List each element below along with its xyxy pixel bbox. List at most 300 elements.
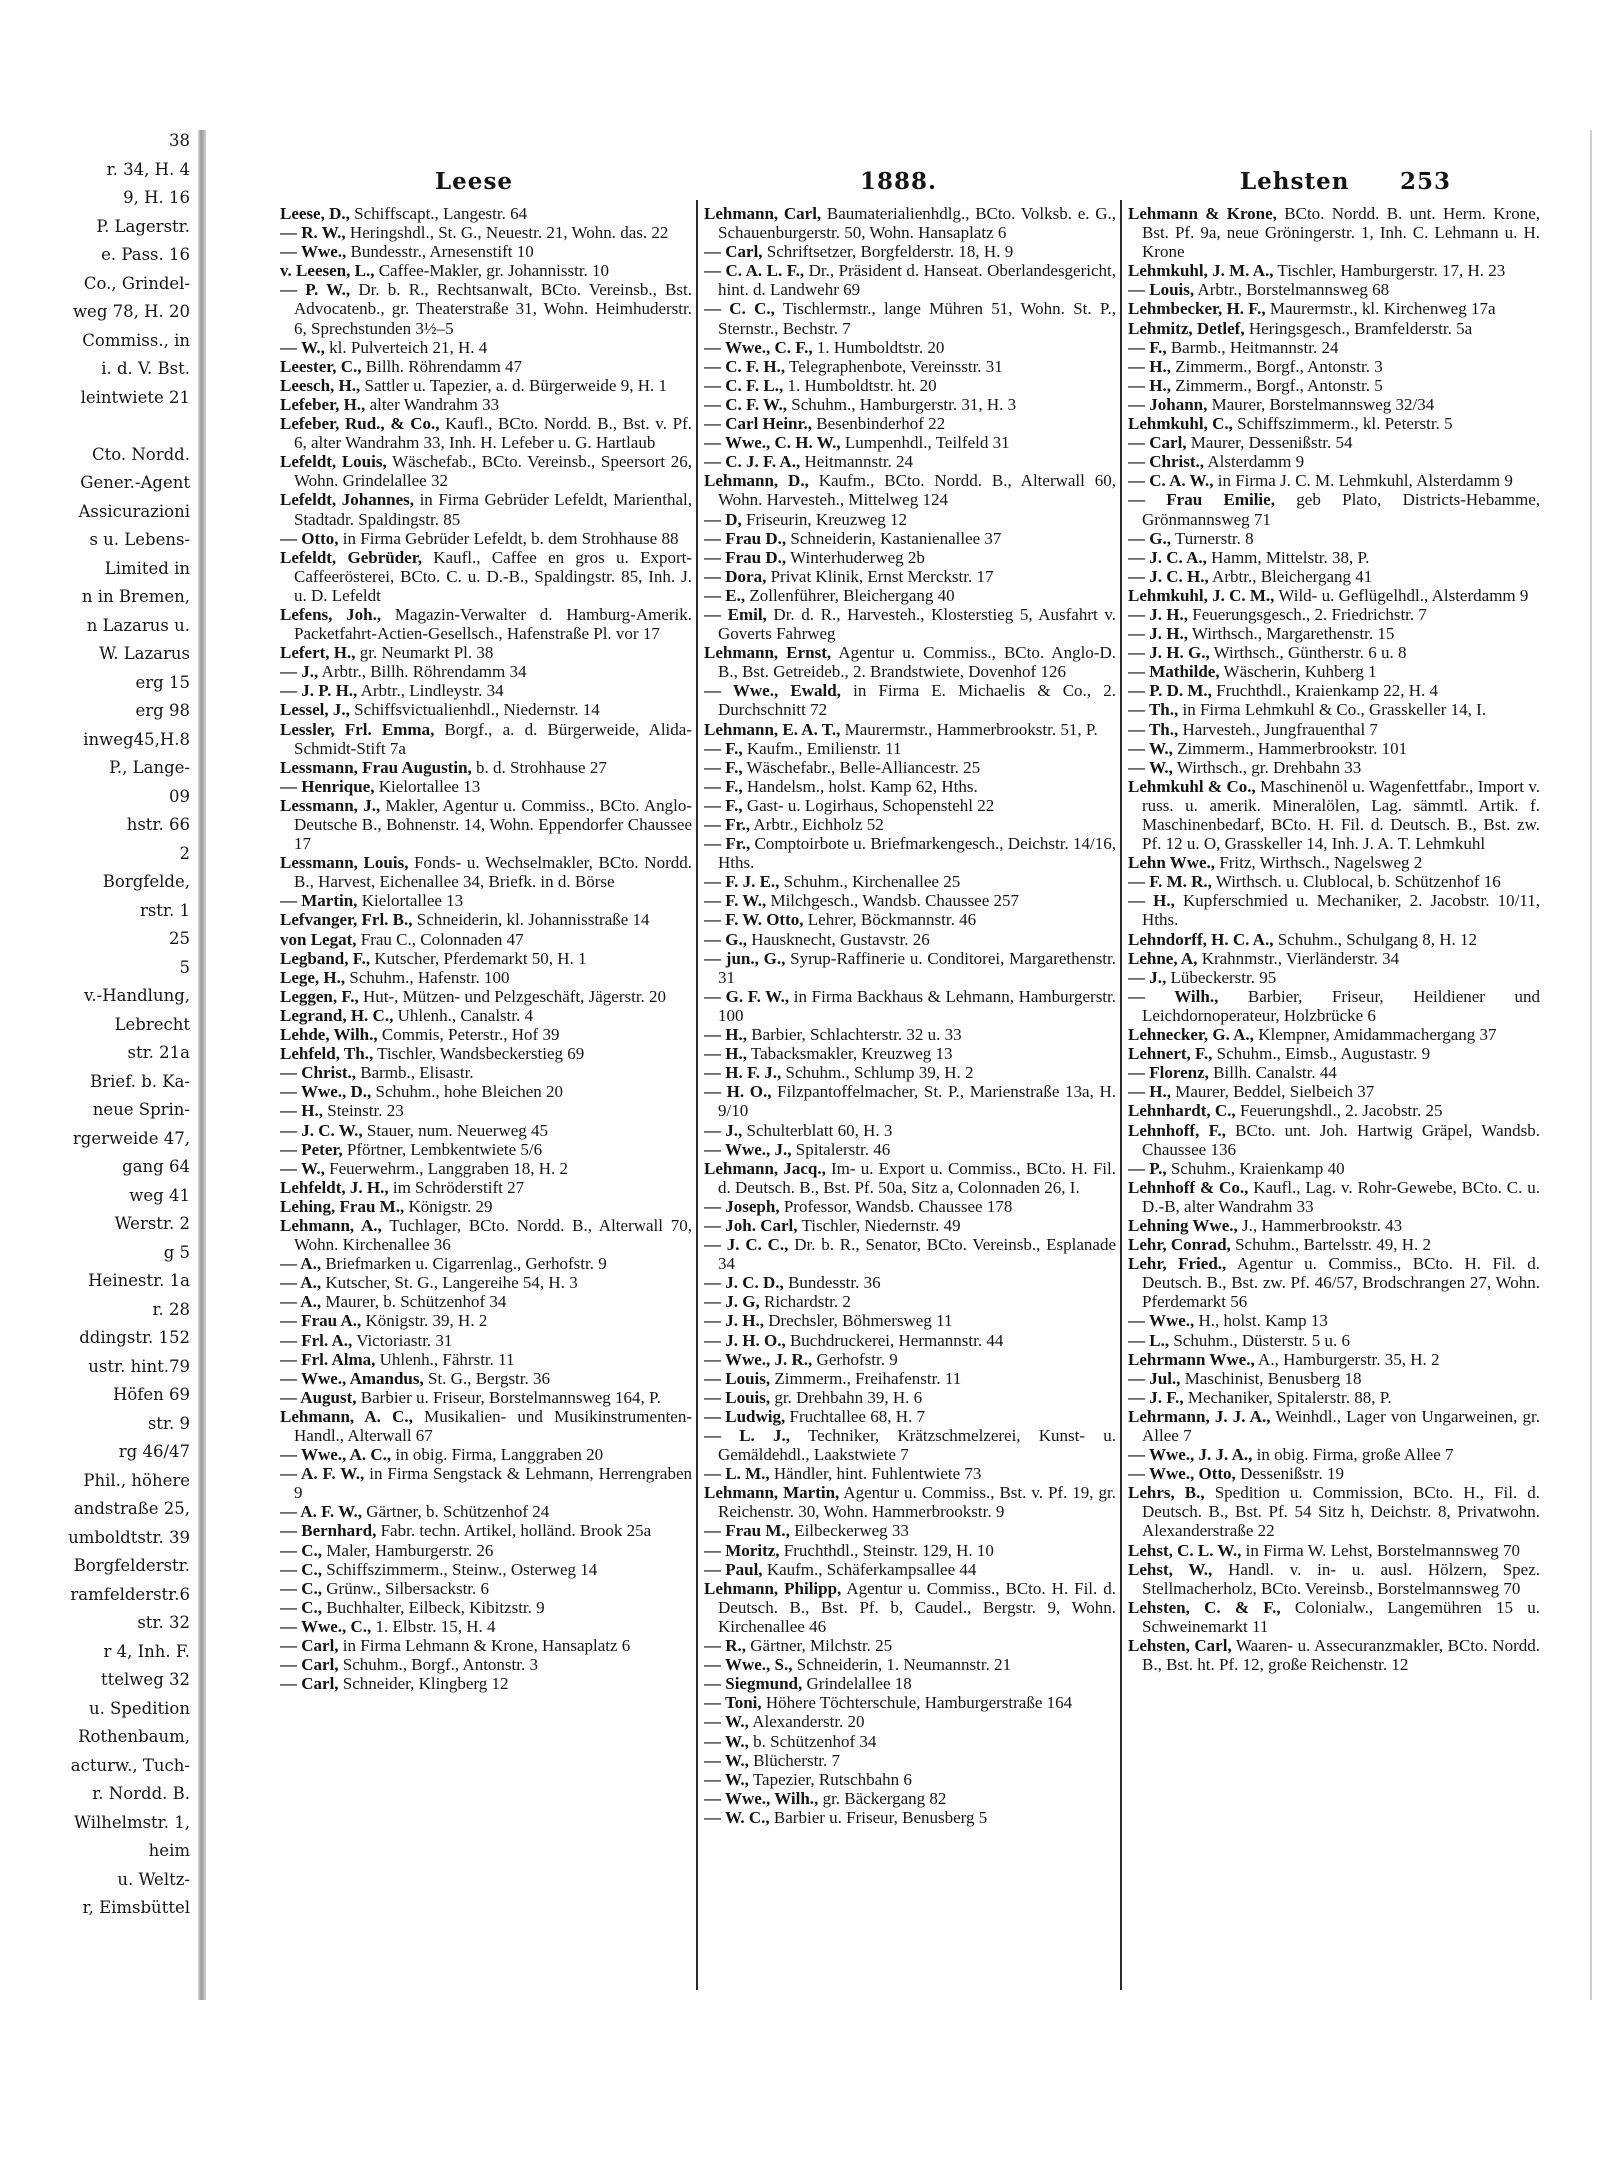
directory-entry [280,529,692,548]
entry-name: — L., [1128,1330,1170,1350]
entry-name: — Ludwig, [704,1406,786,1426]
entry-name: — C. F. W., [704,394,787,414]
directory-entry [1128,930,1540,949]
entry-name: — F. M. R., [1128,872,1212,892]
directory-entry [280,605,692,643]
directory-entry [1128,1636,1540,1674]
entry-name: — Wwe., C. H. W., [704,433,841,453]
entry-name: Leggen, F., [280,986,359,1006]
directory-entry [280,949,692,968]
directory-entry [280,1579,692,1598]
entry-name: Lehmann, Carl, [704,204,822,223]
entry-name: — H., [704,1025,747,1045]
entry-name: Lehnhoff & Co., [1128,1177,1249,1197]
directory-entry [280,223,692,242]
entry-name: Lehmann & Krone, [1128,204,1277,223]
entry-name: Lefeldt, Johannes, [280,490,415,510]
directory-entry [280,490,692,528]
entry-name: — J., [1128,967,1167,987]
entry-details: Billh. Canalstr. 44 [1208,1063,1337,1083]
directory-entry [704,681,1116,719]
prev-page-line: Commiss., in [82,330,190,350]
directory-entry [704,1331,1116,1350]
entry-name: — J. H., [1128,624,1188,644]
entry-details: Agentur u. Commiss., Bst. v. Pf. 19, gr. Reichenstr. 30, Wohn. Hammerbrookstr. 9 [718,1483,1116,1522]
entry-details: Zimmerm., Hammerbrookstr. 101 [1172,738,1408,758]
entry-details: Maurermstr., Hammerbrookstr. 51, P. [840,719,1098,739]
directory-entry [704,586,1116,605]
directory-entry [704,930,1116,949]
entry-name: Lefens, Joh., [280,604,382,624]
directory-entry [1128,319,1540,338]
directory-entry [280,1121,692,1140]
entry-name: Lessler, Frl. Emma, [280,719,435,739]
entry-details: Schiffszimmerm., kl. Peterstr. 5 [1232,414,1453,434]
prev-page-line: r. 28 [152,1299,190,1319]
entry-name: Leester, C., [280,356,362,376]
entry-details: Kaufl., Caffee en gros u. Export-Caffeerösterei, BCto. C. u. D.-B., Spaldingstr. 85, Inh. J. u. D. Lefeldt [294,547,692,605]
directory-entry [704,1732,1116,1751]
entry-details: b. d. Strohhause 27 [471,757,607,777]
entry-name: — W., [280,1158,325,1178]
entry-name: Lehmann, D., [704,471,809,491]
entry-name: Lehmann, Jacq., [704,1158,826,1178]
entry-details: Dr. d. R., Harvesteh., Klosterstieg 5, Ausfahrt v. Goverts Fahrweg [718,604,1116,644]
entry-details: Fonds- u. Wechselmakler, BCto. Nordd. B., Harvest, Eichenallee 34, Briefk. in d. Börse [294,853,692,892]
directory-entry [704,777,1116,796]
entry-details: Barbier, Schlachterstr. 32 u. 33 [746,1025,962,1045]
entry-details: Wäschefab., BCto. Vereinsb., Speersort 26, Wohn. Grindelallee 32 [294,452,692,491]
entry-name: — Th., [1128,700,1179,720]
directory-entry [704,720,1116,739]
entry-details: Kielortallee 13 [374,776,481,796]
directory-entry [280,242,692,261]
directory-entry [280,280,692,337]
prev-page-line: n in Bremen, [81,587,190,606]
entry-details: geb Plato, Districts-Hebamme, Grönmannsweg 71 [1142,490,1540,529]
directory-entry [1128,1541,1540,1560]
directory-entry [280,1502,692,1521]
directory-entry [704,1770,1116,1789]
directory-entry [1128,1063,1540,1082]
entry-name: — Siegmund, [704,1674,803,1694]
directory-entry [280,1273,692,1292]
entry-details: Tapezier, Rutschbahn 6 [748,1769,912,1789]
entry-name: — Carl, [280,1636,339,1656]
directory-entry [1128,777,1540,853]
entry-details: Mechaniker, Spitalerstr. 88, P. [1183,1387,1392,1407]
entry-details: Lumpenhdl., Teilfeld 31 [840,433,1010,453]
directory-entry [704,338,1116,357]
entry-name: Lehmann, E. A. T., [704,719,841,739]
entry-name: Lehrmann, J. J. A., [1128,1406,1271,1426]
prev-page-line: ustr. hint.79 [88,1356,190,1376]
entry-details: in Firma Backhaus & Lehmann, Hamburgerstr. 100 [718,986,1116,1025]
entry-name: — Fr., [704,834,751,854]
entry-name: — Frau A., [280,1311,362,1331]
entry-name: Lehfeld, Th., [280,1044,374,1064]
prev-page-line: n Lazarus u. [86,615,190,635]
directory-entry [704,548,1116,567]
entry-details: Schriftsetzer, Borgfelderstr. 18, H. 9 [762,242,1014,262]
entry-details: Zimmerm., Freihafenstr. 11 [770,1368,962,1388]
entry-name: — W., [1128,738,1173,758]
directory-entry [704,643,1116,681]
entries-column-2 [704,204,1116,1986]
prev-page-line: Rothenbaum, [78,1727,190,1746]
entry-details: Wirthsch., Güntherstr. 6 u. 8 [1209,643,1407,663]
entry-details: Feuerungshdl., 2. Jacobstr. 25 [1235,1101,1443,1121]
entry-name: — J. P. H., [280,681,358,701]
entry-name: — Toni, [704,1693,762,1713]
directory-entry [280,1521,692,1540]
entry-details: Agentur u. Commiss., BCto. H. Fil. d. Deutsch. B., Bst. Pf. b, Caudel., Bergstr. 9, Wohn. Kirchenallee 46 [718,1578,1116,1636]
entry-name: Lehmann, A. C., [280,1406,413,1426]
prev-page-line: r 4, Inh. F. [103,1641,190,1661]
directory-entry [1128,949,1540,968]
directory-entry [280,1082,692,1101]
directory-entry [704,815,1116,834]
entry-details: Schiffszimmerm., Steinw., Osterweg 14 [322,1559,598,1579]
entry-name: — Peter, [280,1139,343,1159]
directory-entry [1128,1159,1540,1178]
entry-details: Königstr. 39, H. 2 [361,1311,488,1331]
directory-entry [1128,739,1540,758]
directory-entry [704,1560,1116,1579]
prev-page-line: rstr. 1 [139,900,190,920]
entry-details: Weinhdl., Lager von Ungarweinen, gr. Allee 7 [1142,1406,1540,1445]
entry-details: 1. Humboldtstr. ht. 20 [783,375,937,395]
entry-details: Friseurin, Kreuzweg 12 [741,509,908,529]
entry-details: Schuhm., Hamburgerstr. 31, H. 3 [786,394,1017,414]
entry-name: — Dora, [704,566,767,586]
directory-entry [704,605,1116,643]
entry-details: in Firma Lehmkuhl & Co., Grasskeller 14, I. [1178,700,1487,720]
entry-details: Alsterdamm 9 [1204,452,1305,472]
prev-page-line: e. Pass. 16 [101,245,190,264]
entry-name: v. Leesen, L., [280,261,375,281]
directory-entry [280,700,692,719]
entry-details: Caffee-Makler, gr. Johannisstr. 10 [374,261,610,281]
entry-details: Privat Klinik, Ernst Merckstr. 17 [766,566,994,586]
entry-details: gr. Bäckergang 82 [818,1788,947,1808]
entry-name: — J. C. C., [704,1235,789,1255]
entry-details: gr. Drehbahn 39, H. 6 [770,1387,923,1407]
directory-entry [280,1025,692,1044]
entry-name: Lehne, A, [1128,948,1198,968]
entry-name: Legband, F., [280,948,371,968]
entry-name: — Wwe., Wilh., [704,1788,819,1808]
prev-page-line: 25 [169,929,190,948]
directory-entry [280,1292,692,1311]
entry-name: — A. F. W., [280,1464,365,1484]
prev-page-line: v.-Handlung, [84,986,190,1005]
entry-details: Gast- u. Logirhaus, Schopenstehl 22 [742,795,995,815]
directory-entry [280,261,692,280]
directory-entry [280,1350,692,1369]
entry-name: Lessel, J., [280,700,350,720]
entry-name: — H. F. J., [704,1063,782,1083]
entry-details: Pförtner, Lembkentwiete 5/6 [342,1139,543,1159]
entry-details: Maschinist, Benusberg 18 [1180,1368,1362,1388]
entry-name: Lehmann, Philipp, [704,1578,842,1598]
entry-details: Grindelallee 18 [802,1674,912,1694]
entry-name: — Carl, [280,1674,339,1694]
entry-name: Lehsten, Carl, [1128,1636,1232,1656]
entry-name: — C., [280,1540,323,1560]
entry-details: Schneiderin, 1. Neumannstr. 21 [792,1655,1012,1675]
entry-details: Maurer, Dessenißstr. 54 [1186,433,1353,453]
directory-entry [704,1579,1116,1636]
entry-name: — Carl Heinr., [704,414,812,434]
entry-details: Zimmerm., Borgf., Antonstr. 5 [1170,375,1383,395]
directory-entry [280,1216,692,1254]
entry-details: Frau C., Colonnaden 47 [356,929,524,949]
entry-details: Maler, Hamburgerstr. 26 [322,1540,494,1560]
directory-entry [704,1350,1116,1369]
entry-name: Lefeber, Rud., & Co., [280,414,440,434]
entry-name: — L. J., [704,1426,790,1445]
directory-entry [1128,1483,1540,1540]
directory-entry [1128,1598,1540,1636]
directory-entry [1128,624,1540,643]
directory-entry [1128,853,1540,872]
entry-details: Maurermstr., kl. Kirchenweg 17a [1265,299,1496,319]
directory-entry [704,1311,1116,1330]
directory-entry [704,910,1116,929]
entry-name: Leese, D., [280,204,350,223]
entry-details: Schuhm., Bartelsstr. 49, H. 2 [1230,1235,1432,1255]
entry-details: Colonialw., Langemühren 15 u. Schweinemarkt 11 [1142,1597,1540,1636]
directory-entry [704,376,1116,395]
entry-details: Bundesstr., Arnesenstift 10 [346,242,534,262]
directory-entry [704,1655,1116,1674]
entry-name: — J. H., [1128,604,1188,624]
entry-name: Lehnhardt, C., [1128,1101,1236,1121]
entry-name: — J. C. H., [1128,566,1209,586]
page-number: 253 [1400,168,1452,195]
entry-details: Arbtr., Eichholz 52 [750,815,884,834]
entry-details: Briefmarken u. Cigarrenlag., Gerhofstr. 9 [321,1254,607,1274]
entry-details: 1. Humboldtstr. 20 [812,337,945,357]
entry-name: — Carl, [1128,433,1187,453]
prev-page-line: P. Lagerstr. [96,216,190,236]
entry-name: Lessmann, Louis, [280,853,409,873]
directory-entry [1128,758,1540,777]
entry-details: in Firma E. Michaelis & Co., 2. Durchschnitt 72 [718,681,1116,720]
entry-name: — R., [704,1636,747,1656]
prev-page-line: erg 15 [135,672,190,692]
entry-details: 1. Elbstr. 15, H. 4 [371,1616,496,1636]
entry-details: Tischlermstr., lange Mühren 51, Wohn. St. P., Sternstr., Bechstr. 7 [718,299,1116,338]
directory-entry [280,796,692,853]
directory-entry [1128,261,1540,280]
directory-entry [1128,662,1540,681]
directory-entry [1128,1407,1540,1445]
entry-name: — A., [280,1292,322,1312]
entry-name: — F., [704,795,743,815]
directory-entry [280,1388,692,1407]
entry-name: — Wwe., Amandus, [280,1368,424,1388]
entry-details: kl. Pulverteich 21, H. 4 [324,337,488,357]
directory-entry [704,987,1116,1025]
entry-name: Lehrmann Wwe., [1128,1349,1255,1369]
directory-entry [704,1674,1116,1693]
directory-entry [704,1751,1116,1770]
entry-name: Lehr, Conrad, [1128,1235,1231,1255]
entry-details: in Firma Sengstack & Lehmann, Herrengraben 9 [294,1464,692,1503]
directory-entry [704,242,1116,261]
prev-page-line: r, Eimsbüttel [82,1898,190,1917]
prev-page-line: weg 41 [129,1185,190,1205]
entry-details: Zimmerm., Borgf., Antonstr. 3 [1170,356,1383,376]
directory-entry [280,1407,692,1445]
entry-name: — W., [704,1750,749,1770]
entry-details: Schuhm., Kraienkamp 40 [1166,1158,1345,1178]
entry-name: — C., [280,1597,323,1617]
entry-name: Lehrs, B., [1128,1483,1205,1503]
entry-name: — J. H. G., [1128,643,1210,663]
entry-details: Makler, Agentur u. Commiss., BCto. Anglo-Deutsche B., Bohnenstr. 14, Wohn. Eppendorfer Chaussee 17 [294,795,692,854]
directory-entry [704,758,1116,777]
entry-details: Professor, Wandsb. Chaussee 178 [779,1196,1013,1216]
entry-details: Wirthsch., gr. Drehbahn 33 [1172,757,1362,777]
entry-details: Schneiderin, Kastanienallee 37 [786,528,1002,548]
directory-entry [704,433,1116,452]
directory-entry [1128,1178,1540,1216]
entry-details: Dessenißstr. 19 [1235,1464,1344,1484]
directory-entry [280,1254,692,1273]
entry-name: — Wwe., C., [280,1616,372,1636]
prev-page-line: rgerweide 47, [72,1128,190,1148]
entry-details: Kaufl., Lag. v. Rohr-Gewebe, BCto. C. u. D.-B, alter Wandrahm 33 [1142,1177,1540,1216]
directory-entry [704,872,1116,891]
entry-name: — Wwe., Ewald, [704,681,841,701]
entry-name: Lefeldt, Gebrüder, [280,547,422,567]
entry-name: — Frau Emilie, [1128,490,1275,510]
directory-entry [704,1789,1116,1808]
directory-entry [704,1235,1116,1273]
directory-entry [704,299,1116,337]
directory-entry [1128,1464,1540,1483]
entry-details: Dr. b. R., Senator, BCto. Vereinsb., Esplanade 34 [718,1235,1116,1274]
directory-entry [1128,1216,1540,1235]
directory-entry [704,395,1116,414]
entry-details: Wild- u. Geflügelhdl., Alsterdamm 9 [1274,585,1529,605]
entry-name: — P. W., [280,280,351,300]
entry-name: — H., [1128,891,1175,911]
entry-details: Agentur u. Commiss., BCto. H. Fil. d. Deutsch. B., Bst. zw. Pf. 46/57, Brodschrangen 27, Wohn. Pferdemarkt 56 [1142,1254,1540,1312]
prev-page-line: Co., Grindel- [83,273,190,293]
directory-entry [280,338,692,357]
entry-name: — W., [280,337,325,357]
entry-details: Barmb., Heitmannstr. 24 [1166,337,1339,357]
directory-entry [1128,1235,1540,1254]
entry-name: Lehsten, C. & F., [1128,1597,1281,1617]
entry-name: Lehde, Wilh., [280,1025,378,1045]
directory-entry [704,261,1116,299]
directory-entry [280,681,692,700]
directory-entry [1128,1350,1540,1369]
entry-name: — F., [704,757,743,777]
prev-page-line: inweg45,H.8 [83,729,190,749]
entry-details: Wäscherin, Kuhberg 1 [1219,662,1377,682]
entry-name: Lehn Wwe., [1128,853,1216,873]
directory-entry [704,1159,1116,1197]
entry-name: — E., [704,585,746,605]
entry-details: Tischler, Wandsbeckerstieg 69 [373,1044,585,1064]
directory-entry [704,1483,1116,1521]
entry-name: — F., [1128,337,1167,357]
entry-details: Zollenführer, Bleichergang 40 [745,585,955,605]
entry-details: Magazin-Verwalter d. Hamburg-Amerik. Packetfahrt-Actien-Gesellsch., Hafenstraße Pl. vor 17 [294,604,692,644]
entry-name: Lehmkuhl & Co., [1128,776,1256,796]
directory-entry [280,758,692,777]
entry-details: Gerhofstr. 9 [812,1349,898,1369]
directory-entry [1128,987,1540,1025]
prev-page-line: ramfelderstr.6 [70,1584,190,1604]
entry-details: Schneiderin, kl. Johannisstraße 14 [412,910,650,930]
entry-name: von Legat, [280,929,357,949]
entry-name: — G., [1128,528,1171,548]
entry-name: — Henrique, [280,776,375,796]
entry-details: Schuhm., Kirchenallee 25 [779,872,961,892]
entry-name: — G., [704,929,747,949]
directory-entry [280,1617,692,1636]
entry-name: — J. G, [704,1292,760,1312]
prev-page-line: r. 34, H. 4 [106,159,190,179]
entry-details: in obig. Firma, große Allee 7 [1252,1445,1454,1465]
entry-details: Kaufl., BCto. Nordd. B., Bst. v. Pf. 6, alter Wandrahm 33, Inh. H. Lefeber u. G. Hartlaub [294,414,692,453]
entry-name: — C. A. W., [1128,471,1214,491]
directory-entry [704,1636,1116,1655]
entry-details: in Firma Gebrüder Lefeldt, Marienthal, Stadtadr. Spaldingstr. 85 [294,490,692,529]
entry-name: Lehnhoff, F., [1128,1120,1226,1140]
entry-details: Arbtr., Borstelmannsweg 68 [1194,280,1390,300]
prev-page-line: s u. Lebens- [89,530,190,549]
directory-entry [1128,605,1540,624]
directory-entry [280,1140,692,1159]
directory-entry [704,1216,1116,1235]
entry-details: Gärtner, b. Schützenhof 24 [362,1502,550,1522]
entry-details: Richardstr. 2 [759,1292,851,1312]
directory-entry [704,1044,1116,1063]
entry-name: — Otto, [280,528,339,548]
entry-name: — Wwe., Otto, [1128,1464,1236,1484]
directory-entry [1128,490,1540,528]
entry-name: Lehnecker, G. A., [1128,1025,1254,1045]
entry-details: Tuchlager, BCto. Nordd. B., Alterwall 70, Wohn. Kirchenallee 36 [294,1215,692,1255]
entry-details: im Schröderstift 27 [388,1177,525,1197]
directory-entry [280,1006,692,1025]
directory-entry [1128,376,1540,395]
entry-name: — J. C. D., [704,1273,784,1293]
prev-page-line: Assicurazioni [78,501,190,521]
entry-name: — Jul., [1128,1368,1181,1388]
entry-name: — Wwe., J., [704,1139,792,1159]
prev-page-line: 2 [179,843,190,863]
directory-entry [1128,1311,1540,1330]
entry-name: — Louis, [1128,280,1195,300]
directory-entry [1128,280,1540,299]
entry-details: Bundesstr. 36 [783,1273,881,1293]
entry-details: in Firma Gebrüder Lefeldt, b. dem Strohhause 88 [338,528,679,548]
entry-details: Milchgesch., Wandsb. Chaussee 257 [766,891,1020,911]
entry-details: Schuhm., Düsterstr. 5 u. 6 [1169,1330,1350,1350]
prev-page-line: gang 64 [122,1157,190,1176]
entry-name: — A. F. W., [280,1502,363,1522]
entry-name: — H., [1128,375,1171,395]
